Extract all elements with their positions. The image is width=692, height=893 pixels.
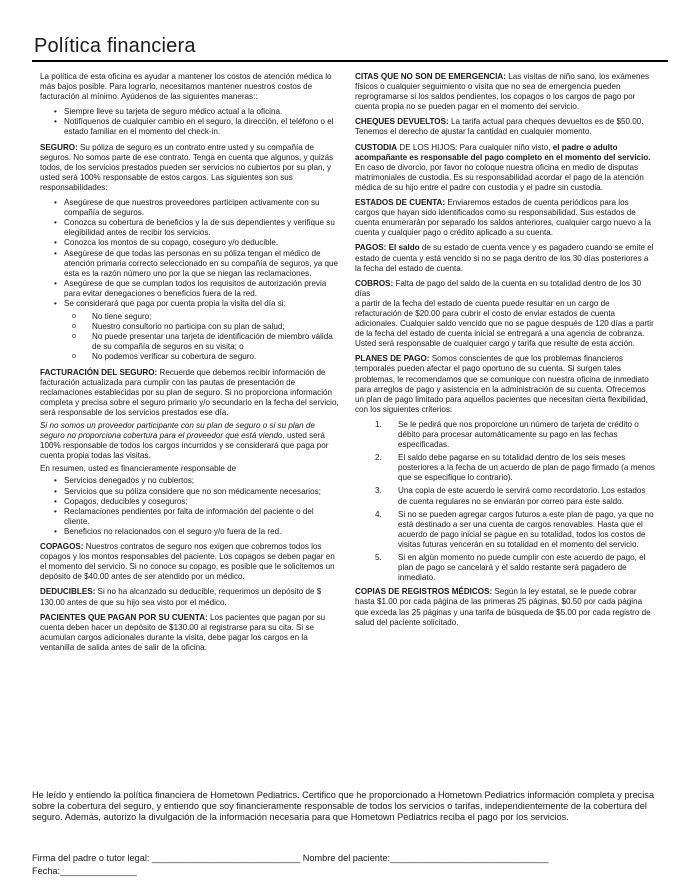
estados-section bbox=[355, 198, 655, 238]
list-item: • Siempre lleve su tarjeta de seguro médico actual a la oficina. bbox=[40, 107, 340, 117]
section-heading: COPIAS DE REGISTROS MÉDICOS: bbox=[355, 587, 493, 597]
section-heading: DEDUCIBLES: bbox=[40, 587, 96, 597]
cobros-section bbox=[355, 279, 655, 299]
section-heading: PAGOS: El saldo bbox=[355, 243, 420, 253]
item-number: 4. bbox=[375, 509, 382, 519]
section-heading: SEGURO: bbox=[40, 142, 78, 152]
bold-text: el padre o adulto acompañante es responsable del pago completo en el momento del servicio. bbox=[355, 142, 651, 162]
item-text: Si no se pueden agregar cargos futuros a este plan de pago, ya que no está destinado a ser una cuenta de cargos renovables. Hasta que el acuerdo de pago inicial se pague en su totalidad, todos los costos de visitas futuras vencerán en su totalidad en el momento del servicio. bbox=[398, 509, 654, 549]
section-heading: CITAS QUE NO SON DE EMERGENCIA: bbox=[355, 72, 506, 81]
firma-label: Firma del padre o tutor legal: bbox=[32, 853, 153, 863]
section-text: de su estado de cuenta vence y es pagadero cuando se emite el estado de cuenta y está vencido si no se paga dentro de los 30 días posteriores a la fecha del estado de cuenta. bbox=[355, 243, 654, 273]
left-column bbox=[40, 72, 340, 658]
section-heading: PLANES DE PAGO: bbox=[355, 354, 430, 364]
list-item: • Conozca su cobertura de beneficios y la de sus dependientes y verifique su elegibilidad antes de recibir los servicios. bbox=[40, 218, 340, 238]
right-column bbox=[355, 72, 655, 633]
signature-block bbox=[32, 852, 549, 878]
section-text: Para cualquier niño visto, bbox=[459, 142, 553, 152]
item-number: 1. bbox=[375, 419, 382, 429]
item-text: El saldo debe pagarse en su totalidad dentro de los seis meses posteriores a la fecha de un acuerdo de plan de pago firmado (a menos que se especifique lo contrario). bbox=[398, 453, 655, 483]
title-rule bbox=[32, 60, 668, 62]
section-text: Somos conscientes de que los problemas financieros temporales pueden afectar el pago oportuno de su cuenta. Si surgen tales problemas, le recomendamos que se comunique con nuestra oficina de inmediato para arreglos de pago y asistencia en la administración de su cuenta. Ofrecemos un plan de pago limitado para aquellos pacientes que necesitan cierta flexibilidad, con los siguientes criterios: bbox=[355, 354, 649, 414]
section-heading: FACTURACIÓN DEL SEGURO: bbox=[40, 367, 158, 377]
list-item: o Nuestro consultorio no participa con su plan de salud; bbox=[40, 322, 340, 332]
list-item bbox=[355, 553, 655, 583]
list-item bbox=[355, 510, 655, 550]
acknowledgement-statement: He leído y entiendo la política financiera de Hometown Pediatrics. Certifico que he proporcionado a Hometown Pediatrics información completa y precisa sobre la cobertura del seguro, y entiendo que soy financieramente responsable de todos los servicios o tarifas, independientemente de la cobertura del seguro. Además, autorizo la divulgación de la información necesaria para que Hometown Pediatrics reciba el pago por los servicios. bbox=[32, 790, 655, 823]
list-item: • Asegúrese de que todas las personas en su póliza tengan el médico de atención primaria correcto seleccionado en su compañía de seguros, ya que esta es la razón número uno por la que se niegan las reclamaciones. bbox=[40, 249, 340, 279]
section-heading: COPAGOS: bbox=[40, 542, 84, 552]
list-item: o No tiene seguro; bbox=[40, 312, 340, 322]
pacientes-section bbox=[40, 613, 340, 653]
citas-section bbox=[355, 72, 655, 112]
section-text: En caso de divorcio, por favor no coloque nuestra oficina en medio de disputas matrimoniales de custodia. Es su responsabilidad acordar el pago de la atención médica de su hijo entre el padre con custodia y el padre sin custodia. bbox=[355, 162, 644, 192]
intro-paragraph: La política de esta oficina es ayudar a mantener los costos de atención médica lo más bajos posible. Para lograrlo, necesitamos mantener nuestros costos de facturación al mínimo. Ayúdenos de las siguientes maneras:: bbox=[40, 72, 332, 102]
section-text: Los pacientes que pagan por su cuenta deben hacer un depósito de $130.00 al registrarse para su cita. Si se acumulan cargos adicionales durante la visita, debe pagar los cargos en la ventanilla de salida antes de salir de la oficina. bbox=[40, 612, 326, 652]
seguro-sublist bbox=[40, 312, 340, 362]
item-text: Si en algún momento no puede cumplir con este acuerdo de pago, el plan de pago se cancelará y el saldo restante será pagadero de inmediato. bbox=[398, 553, 646, 583]
copias-section bbox=[355, 587, 655, 627]
custodia-section bbox=[355, 143, 655, 193]
list-item: • Notifíquenos de cualquier cambio en el seguro, la dirección, el teléfono o el estado familiar en el momento del check-in. bbox=[40, 117, 340, 137]
list-item: • Se considerará que paga por cuenta propia la visita del día si: bbox=[40, 299, 340, 309]
page-title: Política financiera bbox=[34, 35, 196, 57]
cheques-section bbox=[355, 117, 655, 137]
section-text: Recuerde que debemos recibir información de facturación actualizada para cumplir con las pautas de presentación de reclamaciones establecidas por su plan de seguro. Si no proporciona información completa y precisa sobre el seguro primario y/o secundario en la fecha del servicio, será responsable de los servicios prestados ese día. bbox=[40, 367, 339, 417]
section-heading: PACIENTES QUE PAGAN POR SU CUENTA: bbox=[40, 612, 208, 622]
resumen-list bbox=[40, 476, 340, 537]
section-text: Las visitas de niño sano, los exámenes físicos o cualquier seguimiento o visita que no sea de emergencia pueden reprogramarse si los saldos pendientes, los copagos o los cargos de pago por cuenta propia no se pueden pagar en el momento del servicio. bbox=[355, 72, 650, 112]
section-text: Nuestros contratos de seguro nos exigen que cobremos todos los copagos y los montos responsables del paciente. Los copagos se deben pagar en el momento del servicio. Si no conoce su copago, es posible que le solicitemos un depósito de $40.00 antes de ser atendido por un médico. bbox=[40, 542, 335, 582]
list-item: • Asegúrese de que nuestros proveedores participen activamente con su compañía de seguros. bbox=[40, 198, 340, 218]
section-text: Su póliza de seguro es un contrato entre usted y su compañía de seguros. No somos parte de ese contrato. Tenga en cuenta que algunos, y quizás todos, de los servicios prestados pueden ser servicios no cubiertos por su plan, y usted será 100% responsable de estos cargos. Las siguientes son sus responsabilidades: bbox=[40, 142, 334, 192]
seguro-section bbox=[40, 143, 340, 193]
nombre-field[interactable]: _______________________________ bbox=[390, 853, 549, 863]
item-text: Una copia de este acuerdo le servirá como recordatorio. Los estados de cuenta regulares no se enviarán por correo para este saldo. bbox=[398, 486, 646, 506]
section-text: Según la ley estatal, se le puede cobrar hasta $1.00 por cada página de las primeras 25 páginas, $0.50 por cada página que exceda las 25 páginas y una tarifa de búsqueda de $5.00 por cada registro de salud del paciente solicitado. bbox=[355, 587, 651, 627]
nombre-label: Nombre del paciente: bbox=[300, 853, 391, 863]
list-item: • Servicios denegados y no cubiertos; bbox=[40, 476, 340, 486]
section-text: La tarifa actual para cheques devueltos es de $50.00. Tenemos el derecho de ajustar la cantidad en cualquier momento. bbox=[355, 117, 644, 137]
deducibles-section bbox=[40, 587, 340, 607]
list-item: • Asegúrese de que se cumplan todos los requisitos de autorización previa para evitar denegaciones o beneficios fuera de la red. bbox=[40, 279, 340, 299]
section-text: Falta de pago del saldo de la cuenta en su totalidad dentro de los 30 días bbox=[355, 278, 642, 298]
list-item: • Beneficios no relacionados con el seguro y/o fuera de la red. bbox=[40, 527, 340, 537]
item-number: 2. bbox=[375, 453, 382, 463]
section-text: Si no ha alcanzado su deducible, requerimos un depósito de $ 130.00 antes de que su hijo sea visto por el médico. bbox=[40, 587, 322, 607]
list-item: • Copagos, deducibles y coseguros; bbox=[40, 497, 340, 507]
planes-list bbox=[355, 420, 655, 583]
list-item bbox=[355, 486, 655, 506]
seguro-list bbox=[40, 198, 340, 309]
fecha-field[interactable]: _______________ bbox=[60, 866, 137, 876]
fecha-label: Fecha: bbox=[32, 866, 61, 876]
facturacion-italic bbox=[40, 421, 340, 461]
list-item: • Conozca los montos de su copago, coseguro y/o deducible. bbox=[40, 238, 340, 248]
firma-field[interactable]: _____________________________ bbox=[152, 853, 301, 863]
section-text: usted será 100% responsable de todos los cargos incurridos y se considerará que paga por cuenta propia todas las visitas. bbox=[40, 431, 329, 461]
item-number: 3. bbox=[375, 486, 382, 496]
list-item bbox=[355, 453, 655, 483]
item-text: Se le pedirá que nos proporcione un número de tarjeta de crédito o débito para procesar automáticamente su pago en las fechas especificadas. bbox=[398, 419, 639, 450]
item-number: 5. bbox=[375, 553, 382, 563]
section-text: DE LOS HIJOS: bbox=[397, 142, 460, 152]
list-item: • Servicios que su póliza considere que no son médicamente necesarios; bbox=[40, 487, 340, 497]
list-item: o No podemos verificar su cobertura de seguro. bbox=[40, 352, 340, 362]
section-text: Enviaremos estados de cuenta periódicos para los cargos que hayan sido identificados como su responsabilidad. Sus estados de cuenta enumerarán por separado los saldos anteriores, cualquier cargo nuevo a la cuenta y cualquier pago o crédito aplicado a su cuenta. bbox=[355, 198, 652, 238]
pagos-section bbox=[355, 243, 655, 273]
section-heading: CUSTODIA bbox=[355, 142, 398, 152]
copagos-section bbox=[40, 542, 340, 582]
italic-text: Si no somos un proveedor participante con su plan de seguro o si su plan de seguro no proporciona cobertura para el proveedor que está viendo, bbox=[40, 421, 315, 441]
list-item: • Reclamaciones pendientes por falta de información del paciente o del cliente. bbox=[40, 507, 340, 527]
cobros-continued: a partir de la fecha del estado de cuenta puede resultar en un cargo de refacturación de $20.00 para cubrir el costo de enviar estados de cuenta adicionales. Cualquier saldo vencido que no se pague después de 120 días a partir de la fecha del estado de cuenta inicial se entregará a una agencia de cobranza. Usted será responsable de cualquier cargo y tarifa que resulte de esta acción. bbox=[355, 298, 654, 349]
signature-row bbox=[32, 852, 549, 865]
planes-section bbox=[355, 354, 655, 415]
facturacion-section bbox=[40, 368, 340, 418]
list-item: o No puede presentar una tarjeta de identificación de miembro válida de su compañía de seguros en su visita; o bbox=[40, 332, 340, 352]
section-heading: ESTADOS DE CUENTA: bbox=[355, 198, 446, 208]
date-row bbox=[32, 865, 549, 878]
intro-list bbox=[40, 107, 340, 137]
resumen-paragraph: En resumen, usted es financieramente responsable de bbox=[40, 464, 237, 474]
list-item bbox=[355, 420, 655, 450]
section-heading: COBROS: bbox=[355, 278, 394, 288]
section-heading: CHEQUES DEVUELTOS: bbox=[355, 117, 449, 127]
